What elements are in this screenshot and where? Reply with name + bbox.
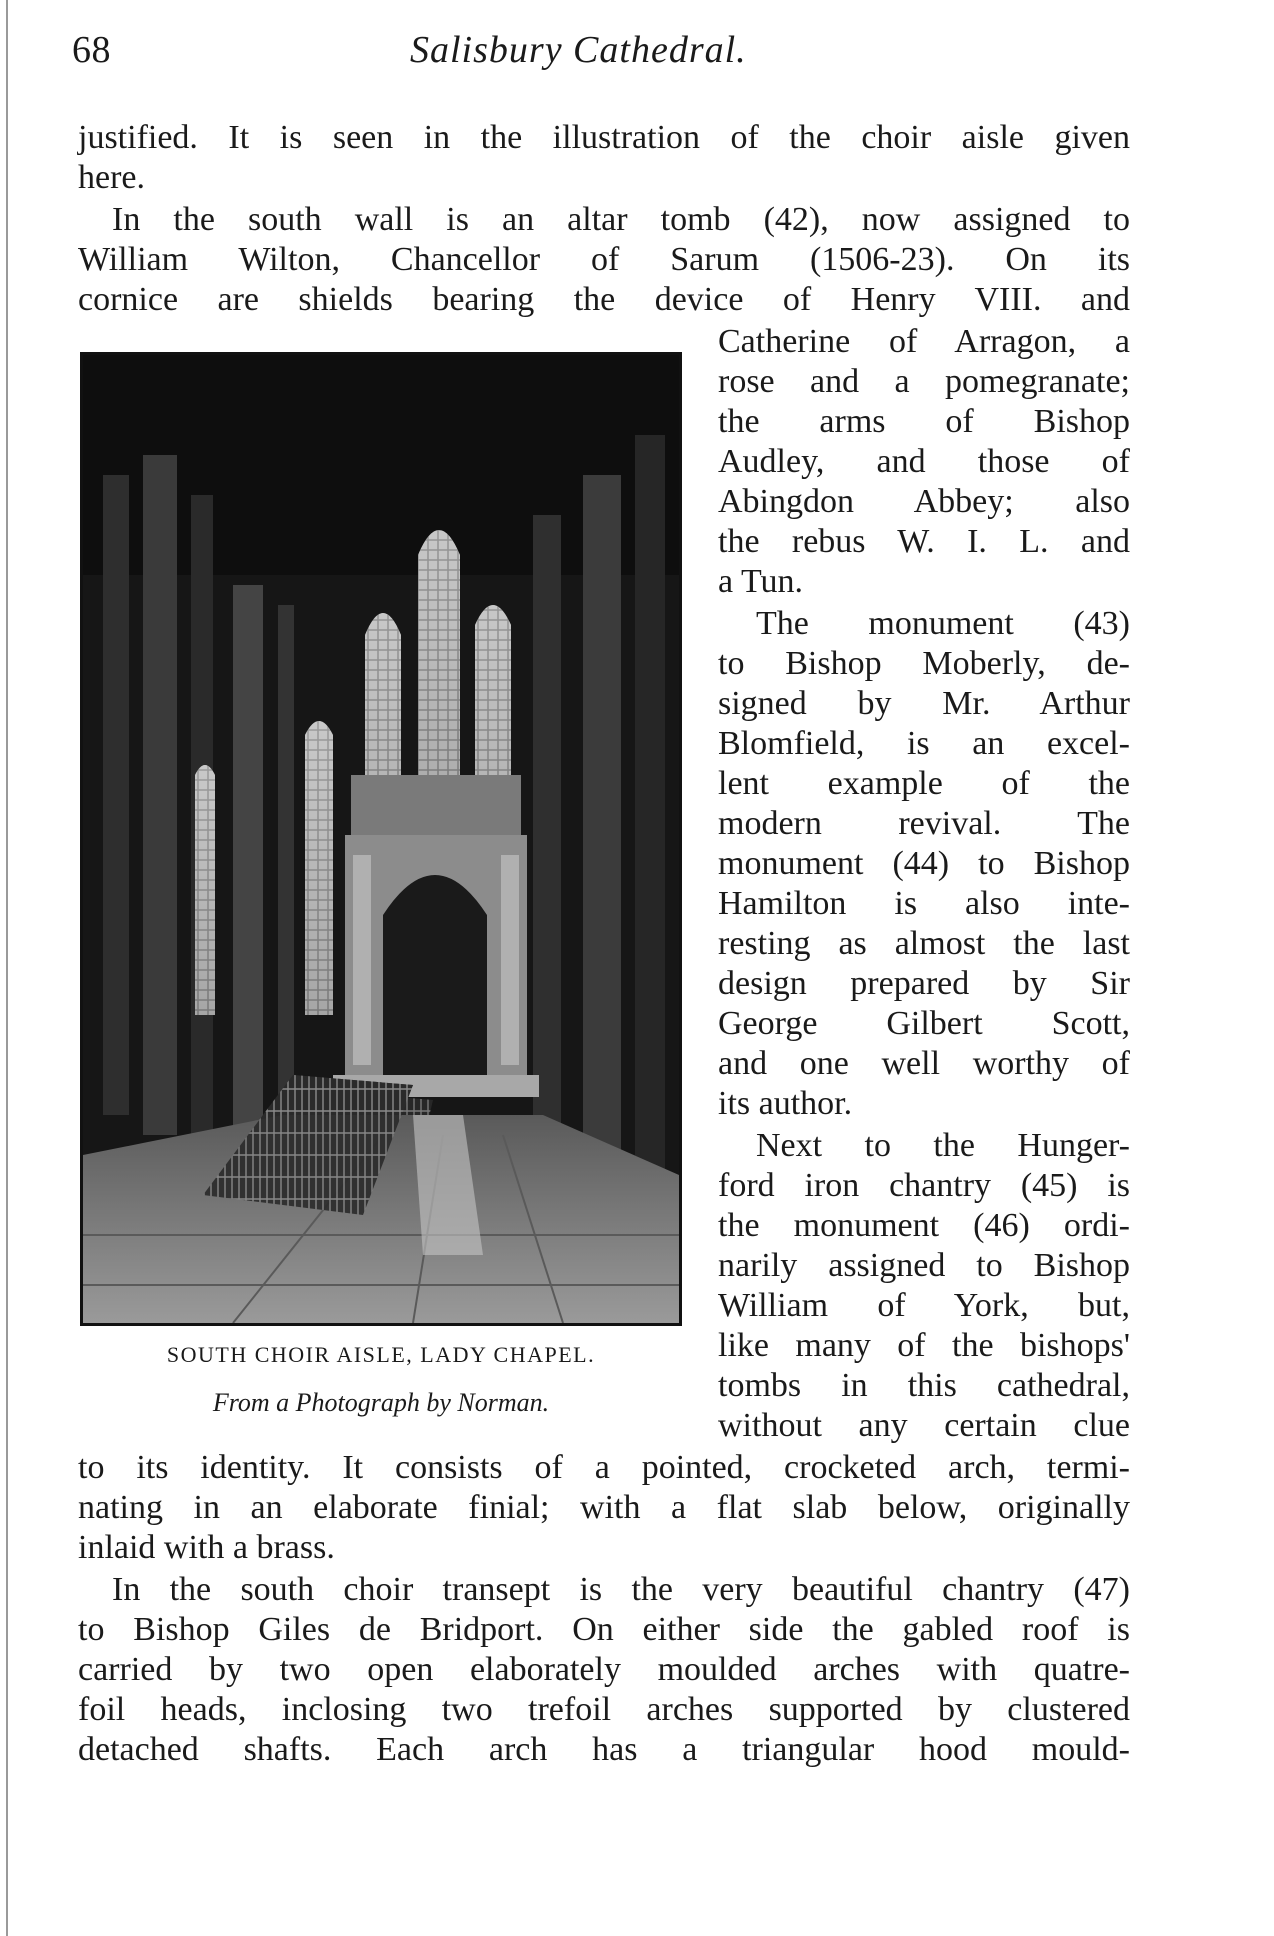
text-line: the monument (46) ordi- bbox=[718, 1207, 1130, 1244]
text-line: William Wilton, Chancellor of Sarum (1506-23). On its bbox=[78, 241, 1130, 278]
text-line: to Bishop Giles de Bridport. On either side the gabled roof is bbox=[78, 1611, 1130, 1648]
text-line: like many of the bishops' bbox=[718, 1327, 1130, 1364]
figure-credit: From a Photograph by Norman. bbox=[212, 1388, 550, 1417]
figure-caption: SOUTH CHOIR AISLE, LADY CHAPEL. bbox=[166, 1342, 596, 1367]
text-line: without any certain clue bbox=[718, 1407, 1130, 1444]
text-line: its author. bbox=[718, 1085, 853, 1122]
text-line: lent example of the bbox=[718, 765, 1130, 802]
text-line: George Gilbert Scott, bbox=[718, 1005, 1130, 1042]
text-line: the rebus W. I. L. and bbox=[718, 523, 1130, 560]
text-line: Catherine of Arragon, a bbox=[718, 323, 1130, 360]
text-line: Hamilton is also inte- bbox=[718, 885, 1130, 922]
text-line: The monument (43) bbox=[756, 605, 1130, 642]
text-line: monument (44) to Bishop bbox=[718, 845, 1130, 882]
text-line: narily assigned to Bishop bbox=[718, 1247, 1130, 1284]
text-line: to Bishop Moberly, de- bbox=[718, 645, 1130, 682]
text-line: inlaid with a brass. bbox=[78, 1529, 335, 1566]
text-line: William of York, but, bbox=[718, 1287, 1130, 1324]
text-line: Abingdon Abbey; also bbox=[718, 483, 1130, 520]
text-line: a Tun. bbox=[718, 563, 804, 600]
text-line: detached shafts. Each arch has a triangular hood mould- bbox=[78, 1731, 1130, 1768]
text-line: Audley, and those of bbox=[718, 443, 1130, 480]
text-line: to its identity. It consists of a pointed, crocketed arch, termi- bbox=[78, 1449, 1130, 1486]
text-line: signed by Mr. Arthur bbox=[718, 685, 1130, 722]
text-line: ford iron chantry (45) is bbox=[718, 1167, 1130, 1204]
text-line: resting as almost the last bbox=[718, 925, 1130, 962]
text-line: modern revival. The bbox=[718, 805, 1130, 842]
text-line: nating in an elaborate finial; with a flat slab below, originally bbox=[78, 1489, 1130, 1526]
text-line: foil heads, inclosing two trefoil arches supported by clustered bbox=[78, 1691, 1130, 1728]
text-line: In the south choir transept is the very beautiful chantry (47) bbox=[112, 1571, 1130, 1608]
text-line: the arms of Bishop bbox=[718, 403, 1130, 440]
page-number: 68 bbox=[72, 29, 111, 71]
text-line: Blomfield, is an excel- bbox=[718, 725, 1130, 762]
text-line: carried by two open elaborately moulded arches with quatre- bbox=[78, 1651, 1130, 1688]
running-title: Salisbury Cathedral. bbox=[410, 29, 747, 71]
text-line: tombs in this cathedral, bbox=[718, 1367, 1130, 1404]
text-line: Next to the Hunger- bbox=[756, 1127, 1130, 1164]
text-line: here. bbox=[78, 159, 146, 196]
text-line: cornice are shields bearing the device of Henry VIII. and bbox=[78, 281, 1130, 318]
text-line: rose and a pomegranate; bbox=[718, 363, 1130, 400]
text-line: justified. It is seen in the illustration of the choir aisle given bbox=[78, 119, 1130, 156]
text-line: In the south wall is an altar tomb (42), now assigned to bbox=[112, 201, 1130, 238]
page-edge-line bbox=[6, 0, 8, 1936]
text-line: design prepared by Sir bbox=[718, 965, 1130, 1002]
text-line: and one well worthy of bbox=[718, 1045, 1130, 1082]
illustration-choir-aisle bbox=[80, 352, 682, 1326]
